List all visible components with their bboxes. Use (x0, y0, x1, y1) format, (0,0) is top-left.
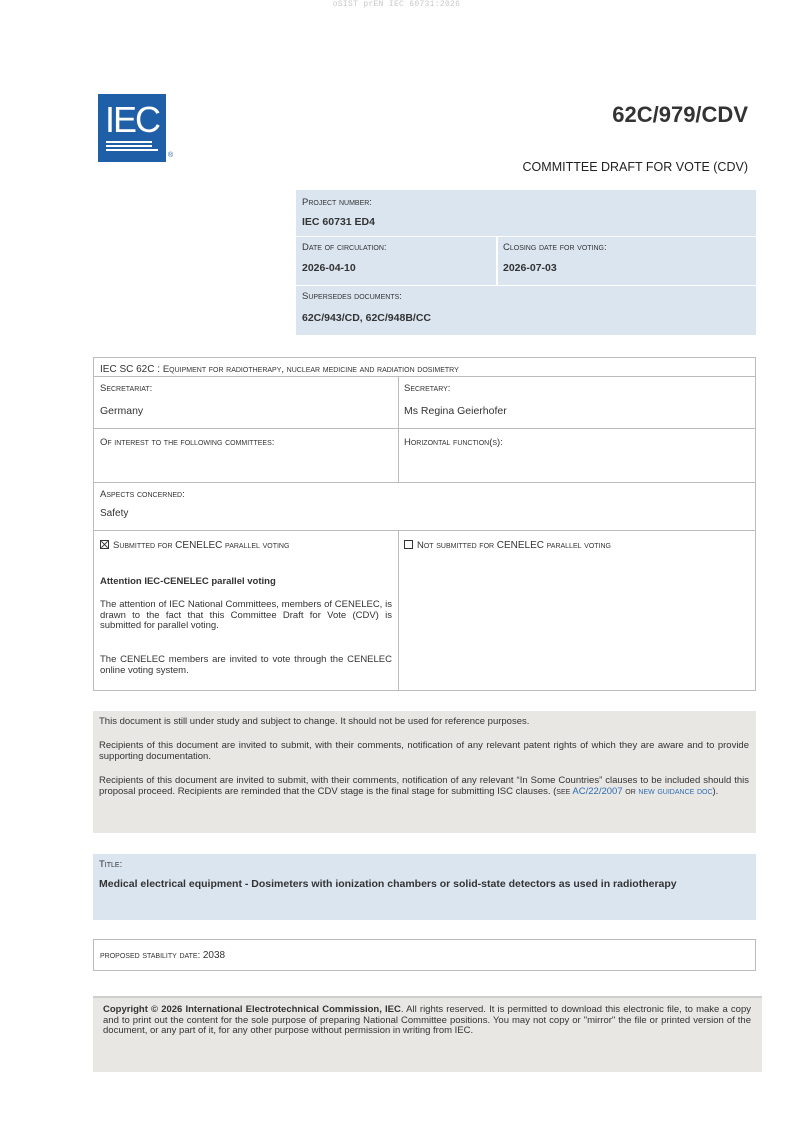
submitted-option: Submitted for CENELEC parallel voting (100, 540, 289, 551)
copyright-text: Copyright © 2026 International Electrotechnical Commission, IEC. All rights reserved. It is permitted to download this electronic file, to make a copy and to print out the content for the sole purpose of preparing National Committee positions. You may not copy or "mirror" the file or printed version of the document, or any part of it, for any other purpose without permission in writing from IEC. (103, 1004, 751, 1037)
attention-text: The attention of IEC National Committees, members of CENELEC, is drawn to the fact that this Committee Draft for Vote (CDV) is submitted for parallel voting. (100, 599, 392, 632)
project-number: IEC 60731 ED4 (302, 216, 375, 228)
ac-22-2007-link[interactable]: AC/22/2007 (572, 785, 623, 797)
registered-mark: ® (168, 152, 174, 159)
iec-logo (98, 94, 166, 162)
aspects: Safety (100, 508, 129, 519)
row-divider (94, 482, 755, 483)
dates-box (296, 237, 756, 287)
not-submitted-option: Not submitted for CENELEC parallel voting (404, 540, 611, 551)
interest-label: Of interest to the following committees: (100, 437, 275, 448)
closing-date: 2026-07-03 (503, 262, 557, 274)
attention-title: Attention IEC-CENELEC parallel voting (100, 576, 276, 587)
horizontal-label: Horizontal function(s): (404, 437, 503, 448)
document-id: 62C/979/CDV (612, 102, 748, 127)
notice-box (93, 711, 756, 833)
copyright-box (93, 996, 762, 1072)
title-box (93, 854, 756, 920)
members-text: The CENELEC members are invited to vote through the CENELEC online voting system. (100, 654, 392, 676)
logo-text: IEC (104, 99, 159, 140)
watermark: oSIST prEN IEC 60731:2026 (332, 0, 461, 9)
secretariat-label: Secretariat: (100, 383, 153, 394)
notice-p1: This document is still under study and subject to change. It should not be used for reference purposes. (99, 716, 530, 727)
logo-line (106, 141, 152, 143)
col-divider (398, 530, 399, 690)
secretariat: Germany (100, 405, 144, 417)
closing-label: Closing date for voting: (503, 242, 607, 253)
row-divider (94, 428, 755, 429)
document-title: Medical electrical equipment - Dosimeters with ionization chambers or solid-state detectors as used in radiotherapy (99, 878, 677, 890)
supersedes-box (296, 286, 756, 337)
committee-grid (93, 357, 756, 691)
divider (496, 237, 498, 285)
secretary-label: Secretary: (404, 383, 451, 394)
new-guidance-link[interactable]: new guidance doc (638, 785, 713, 797)
checked-box-icon (100, 540, 109, 549)
stability (100, 950, 225, 961)
supersedes-label: Supersedes documents: (302, 291, 402, 302)
stability-label: proposed stability date: (100, 950, 203, 961)
project-number-box (296, 190, 756, 238)
row-divider (94, 530, 755, 531)
logo-line (106, 149, 158, 151)
col-divider (398, 376, 399, 482)
empty-box-icon (404, 540, 413, 549)
supersedes: 62C/943/CD, 62C/948B/CC (302, 312, 431, 324)
logo-line (106, 145, 152, 147)
circulation-label: Date of circulation: (302, 242, 387, 253)
stability-date: 2038 (202, 950, 226, 961)
notice-p3: Recipients of this document are invited to submit, with their comments, notification of any relevant “In Some Countries” clauses to be included should this proposal proceed. Recipients are reminded that the CDV stage is the final stage for submitting ISC clauses. (see AC/22/2007 or new guidance doc). (99, 775, 749, 797)
project-number-label: Project number: (302, 197, 372, 208)
notice-p2: Recipients of this document are invited to submit, with their comments, notification of any relevant patent rights of which they are aware and to provide supporting documentation. (99, 740, 749, 762)
secretary: Ms Regina Geierhofer (404, 405, 507, 417)
document-type: COMMITTEE DRAFT FOR VOTE (CDV) (522, 160, 748, 174)
row-divider (94, 376, 755, 377)
aspects-label: Aspects concerned: (100, 489, 185, 500)
stability-box (93, 939, 756, 971)
committee-heading: IEC SC 62C : Equipment for radiotherapy, nuclear medicine and radiation dosimetry (100, 364, 459, 375)
title-label: Title: (99, 859, 123, 870)
circulation-date: 2026-04-10 (302, 262, 356, 274)
